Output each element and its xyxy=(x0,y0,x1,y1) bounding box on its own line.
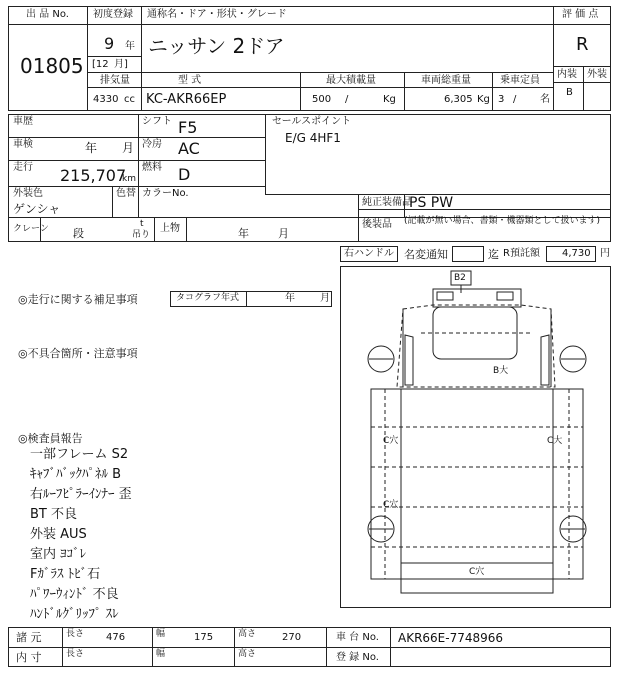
max-load-label: 最大積載量 xyxy=(326,75,376,86)
exterior-label: 外装 xyxy=(587,69,607,80)
cab-outline xyxy=(397,305,555,387)
lot-number: 01805 xyxy=(20,54,84,78)
deposit-label: R預託額 xyxy=(503,248,540,259)
deposit-unit: 円 xyxy=(600,248,610,259)
report-line-1: 一部フレーム S2 xyxy=(30,447,129,462)
shift-label: シフト xyxy=(142,116,172,127)
body-label: 上物 xyxy=(160,223,180,234)
model-name: ニッサン 2ドア xyxy=(148,34,285,58)
gross-weight-value: 6,305 xyxy=(444,94,473,105)
capacity-unit: 名 xyxy=(540,94,550,105)
inner-width-label: 幅 xyxy=(156,649,166,659)
report-line-4: BT 不良 xyxy=(30,507,77,522)
length-label: 長さ xyxy=(66,629,85,639)
height-value: 270 xyxy=(282,632,302,643)
body-year-unit: 年 xyxy=(238,227,249,240)
color-change-label: 色替 xyxy=(116,188,136,199)
inspection-label: 車検 xyxy=(13,139,33,150)
eval-value: R xyxy=(576,34,589,55)
max-load-slash: / xyxy=(345,94,349,105)
label-c-hole-bottom: C穴 xyxy=(469,567,485,577)
label-c-hole-left-lower: C穴 xyxy=(383,500,399,510)
ac-value: AC xyxy=(178,139,200,158)
model-title-label: 通称名・ドア・形状・グレード xyxy=(147,9,287,20)
displacement-label: 排気量 xyxy=(100,75,130,86)
gross-weight-label: 車両総重量 xyxy=(421,75,471,86)
name-change-box xyxy=(452,246,484,262)
fuel-value: D xyxy=(178,165,191,184)
tachograph-label: タコグラフ年式 xyxy=(176,293,240,303)
color-code-label: カラーNo. xyxy=(142,188,189,199)
first-reg-label: 初度登録 xyxy=(93,9,133,20)
name-change-label: 名変通知 xyxy=(404,248,448,261)
capacity-value: 3 xyxy=(498,94,505,105)
crane-lift-unit: 吊り xyxy=(132,230,151,240)
genuine-equipment-label: 純正装備品 xyxy=(362,197,412,208)
sales-point-value: E/G 4HF1 xyxy=(285,131,341,145)
aftermarket-note: (記載が無い場合、書類・機器類として扱います) xyxy=(404,216,601,226)
displacement-unit: cc xyxy=(124,94,135,105)
registration-label: 登 録 No. xyxy=(336,652,379,663)
report-line-2: ｷｬﾌﾞﾊﾞｯｸﾊﾟﾈﾙ B xyxy=(30,467,122,482)
label-c-hole-left-upper: C穴 xyxy=(383,436,399,446)
handle-label: 右ハンドル xyxy=(344,248,394,259)
interior-label: 内装 xyxy=(557,69,577,80)
crane-stage-unit: 段 xyxy=(73,227,84,240)
crane-label: クレーン xyxy=(13,224,49,234)
aftermarket-label: 後装品 xyxy=(362,219,392,230)
mileage-value: 215,707 xyxy=(60,166,127,185)
type-label: 型 式 xyxy=(178,75,202,86)
fuel-label: 燃料 xyxy=(142,162,162,173)
capacity-slash: / xyxy=(513,94,517,105)
width-label: 幅 xyxy=(156,629,166,639)
deposit-value: 4,730 xyxy=(562,248,591,259)
cargo-bed xyxy=(371,389,583,579)
inner-length-label: 長さ xyxy=(66,649,85,659)
mileage-unit: km xyxy=(122,174,136,184)
sales-point-label: セールスポイント xyxy=(272,116,352,127)
report-line-5: 外装 AUS xyxy=(30,527,87,542)
max-load-value: 500 xyxy=(312,94,332,105)
truck-diagram xyxy=(341,267,610,607)
diagram-frame xyxy=(340,266,611,608)
history-label: 車歴 xyxy=(13,116,33,127)
label-b-large: B大 xyxy=(493,366,509,376)
label-b2: B2 xyxy=(454,273,466,283)
inspector-label: ◎検査員報告 xyxy=(18,432,83,445)
deadline-label: 迄 xyxy=(488,248,499,261)
body-month-unit: 月 xyxy=(278,227,289,240)
report-line-8: ﾊﾟﾜｰｳｨﾝﾄﾞ 不良 xyxy=(30,587,119,602)
inner-label: 内 寸 xyxy=(16,651,42,664)
defects-label: ◎不具合箇所・注意事項 xyxy=(18,347,138,360)
mirror-right xyxy=(497,292,513,300)
displacement-value: 4330 xyxy=(93,94,119,105)
width-value: 175 xyxy=(194,632,214,643)
lot-label: 出 品 No. xyxy=(26,9,69,20)
height-label: 高さ xyxy=(238,629,257,639)
report-line-3: 右ﾙｰﾌﾋﾟﾗｰｲﾝﾅｰ 歪 xyxy=(30,487,132,502)
year-value: 9 xyxy=(104,34,115,53)
capacity-label: 乗車定員 xyxy=(500,75,540,86)
ac-label: 冷房 xyxy=(142,139,162,150)
tachograph-month-unit: 月 xyxy=(320,293,330,304)
chassis-value: AKR66E-7748966 xyxy=(398,631,504,645)
inner-height-label: 高さ xyxy=(238,649,257,659)
shift-value: F5 xyxy=(178,118,198,137)
length-value: 476 xyxy=(106,632,126,643)
max-load-unit: Kg xyxy=(383,94,396,105)
genuine-equipment-value: PS PW xyxy=(409,195,454,211)
year-unit: 年 xyxy=(125,41,135,52)
mirror-left xyxy=(437,292,453,300)
month-value: [12 xyxy=(92,59,109,70)
specs-label: 諸 元 xyxy=(16,631,42,644)
exterior-color-value: ゲンシャ xyxy=(13,202,61,216)
gross-weight-unit: Kg xyxy=(477,94,490,105)
month-unit: 月] xyxy=(114,59,128,70)
driving-notes-label: ◎走行に関する補足事項 xyxy=(18,293,138,306)
inspection-month-unit: 月 xyxy=(122,141,135,155)
report-line-9: ﾊﾝﾄﾞﾙｸﾞﾘｯﾌﾟ ｽﾚ xyxy=(30,607,119,622)
report-line-6: 室内 ﾖｺﾞﾚ xyxy=(30,547,87,562)
eval-label: 評 価 点 xyxy=(562,9,599,20)
label-c-large-right: C大 xyxy=(547,436,563,446)
inspection-year-unit: 年 xyxy=(85,141,98,155)
exterior-color-label: 外装色 xyxy=(13,188,43,199)
crane-t-unit: t xyxy=(140,219,144,229)
mileage-label: 走行 xyxy=(13,162,33,173)
type-value: KC-AKR66EP xyxy=(146,92,227,107)
interior-value: B xyxy=(566,87,573,98)
tachograph-year-unit: 年 xyxy=(285,293,295,304)
report-line-7: Fｶﾞﾗｽ ﾄﾋﾞ石 xyxy=(30,567,101,582)
chassis-label: 車 台 No. xyxy=(336,632,379,643)
